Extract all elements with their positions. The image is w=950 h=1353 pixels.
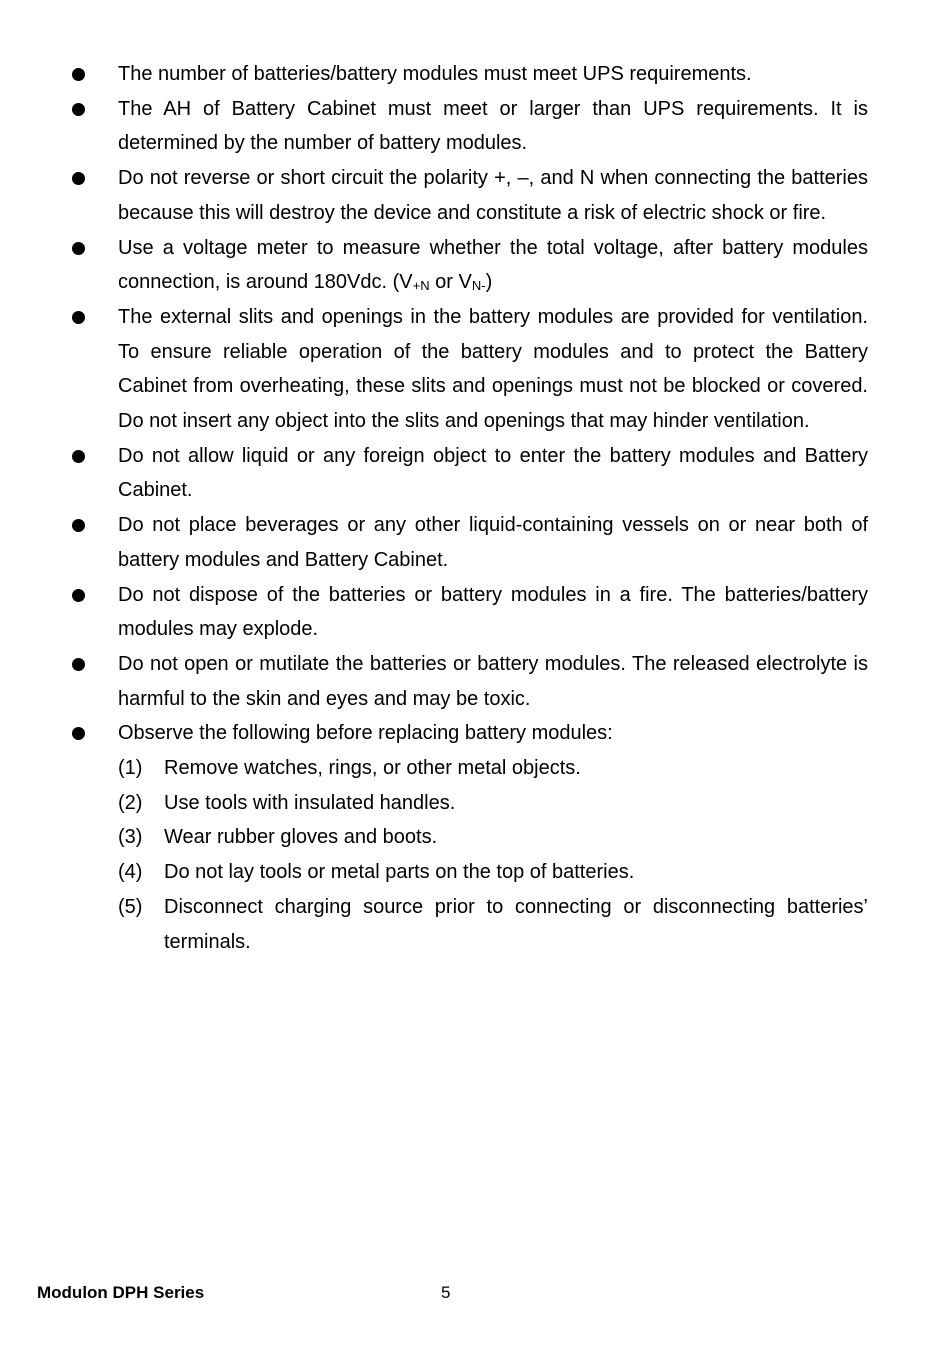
step-text: Disconnect charging source prior to connecting or disconnecting batteries’ terminals. (164, 895, 868, 953)
bullet-dot-icon (72, 727, 85, 740)
step-item (118, 820, 868, 855)
step-text: Wear rubber gloves and boots. (164, 826, 438, 849)
bullet-item (0, 647, 868, 716)
footer-page-number: 5 (441, 1283, 451, 1302)
page-content (0, 57, 950, 959)
safety-bullet-list (0, 57, 950, 959)
bullet-text: The AH of Battery Cabinet must meet or larger than UPS requirements. It is determined by the number of battery modules. (118, 97, 868, 155)
step-number: (1) (118, 757, 143, 780)
bullet-item (0, 300, 868, 439)
bullet-text: The number of batteries/battery modules must meet UPS requirements. (118, 63, 752, 85)
bullet-item (0, 508, 868, 577)
bullet-item (0, 716, 868, 959)
bullet-dot-icon (72, 311, 85, 324)
subscript-plus-n: +N (412, 278, 430, 294)
bullet-dot-icon (72, 242, 85, 255)
bullet-item (0, 161, 868, 230)
bullet-text: Observe the following before replacing battery modules: (118, 722, 613, 745)
bullet-item (0, 57, 868, 92)
step-number: (4) (118, 861, 143, 884)
step-text: Use tools with insulated handles. (164, 791, 456, 814)
bullet-text: Do not dispose of the batteries or battery modules in a fire. The batteries/battery modules may explode. (118, 583, 868, 641)
bullet-dot-icon (72, 658, 85, 671)
bullet-dot-icon (72, 519, 85, 532)
bullet-dot-icon (72, 450, 85, 463)
step-text: Do not lay tools or metal parts on the top of batteries. (164, 861, 635, 884)
footer-series-title: Modulon DPH Series (37, 1283, 205, 1302)
bullet-text: The external slits and openings in the battery modules are provided for ventilation. To ensure reliable operation of the battery modules and to protect the Battery Cabinet from overheating, these slits and openings must not be blocked or covered. Do not insert any object into the slits and openings that may hinder ventilation. (118, 305, 868, 433)
voltage-text-start: Use a voltage meter to measure whether the total voltage, after battery modules connection, is around 180Vdc. (V (118, 236, 868, 294)
bullet-item (0, 439, 868, 508)
step-number: (5) (118, 895, 143, 918)
voltage-text-end: ) (485, 271, 493, 294)
bullet-dot-icon (72, 68, 85, 81)
step-number: (2) (118, 791, 143, 814)
bullet-text: Do not allow liquid or any foreign object to enter the battery modules and Battery Cabinet. (118, 444, 868, 502)
bullet-dot-icon (72, 103, 85, 116)
step-item (118, 855, 868, 890)
step-number: (3) (118, 826, 143, 849)
bullet-text: Do not place beverages or any other liquid-containing vessels on or near both of battery modules and Battery Cabinet. (118, 514, 868, 571)
step-item (118, 751, 868, 786)
bullet-item (0, 231, 868, 300)
step-text: Remove watches, rings, or other metal objects. (164, 757, 581, 780)
step-item (118, 890, 868, 959)
bullet-text-voltage (118, 231, 868, 300)
replacement-steps-list (118, 751, 868, 959)
bullet-text: Do not open or mutilate the batteries or battery modules. The released electrolyte is harmful to the skin and eyes and may be toxic. (118, 652, 868, 710)
step-item (118, 786, 868, 821)
bullet-dot-icon (72, 172, 85, 185)
bullet-text: Do not reverse or short circuit the polarity +, –, and N when connecting the batteries because this will destroy the device and constitute a risk of electric shock or fire. (118, 167, 868, 224)
subscript-n-minus: N- (471, 278, 486, 294)
bullet-item (0, 578, 868, 647)
voltage-text-mid: or V (429, 271, 472, 294)
bullet-item (0, 92, 868, 161)
bullet-dot-icon (72, 589, 85, 602)
